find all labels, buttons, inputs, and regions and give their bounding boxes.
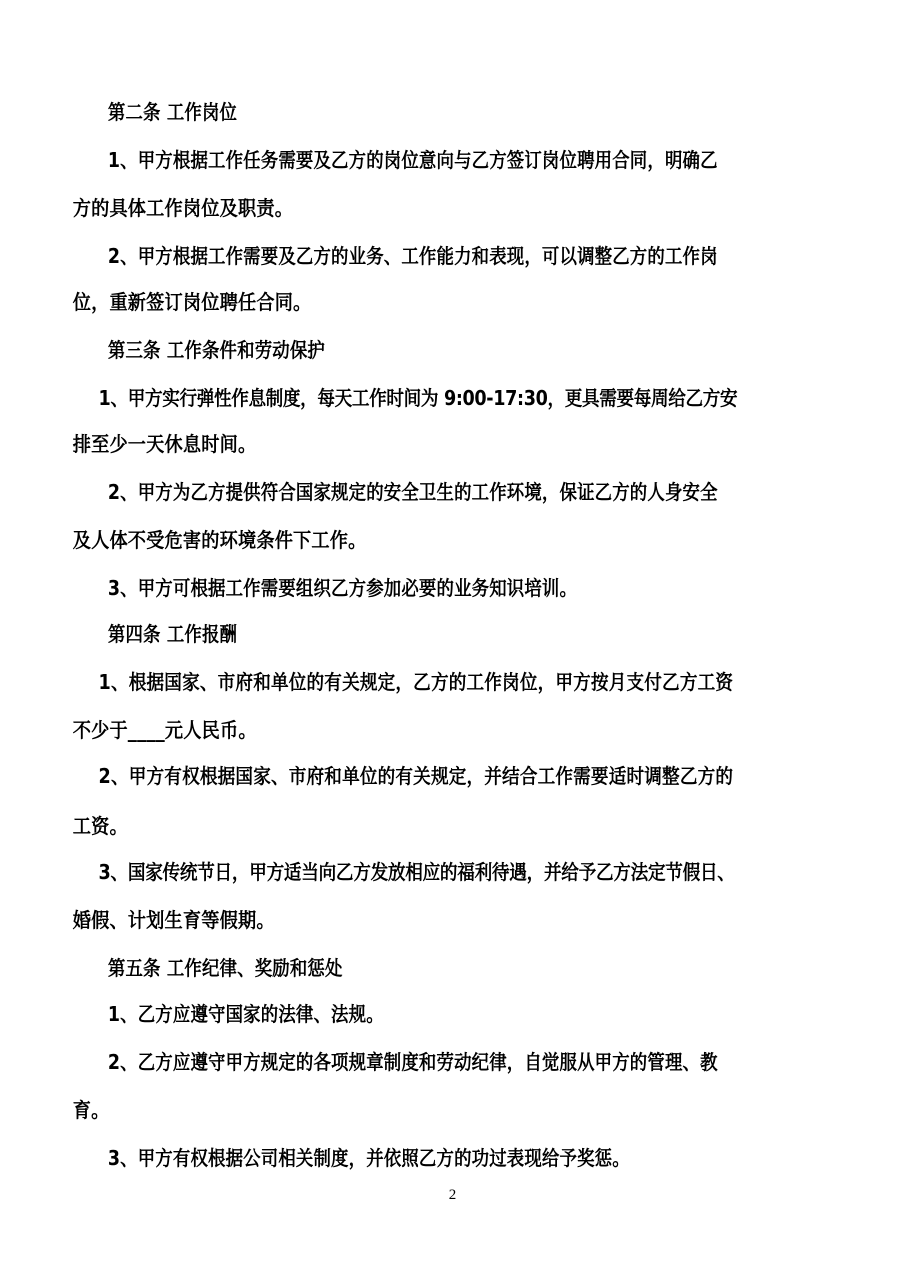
paragraph-line: 1、甲方实行弹性作息制度，每天工作时间为 9:00-17:30，更具需要每周给乙方安 bbox=[98, 386, 738, 410]
paragraph-line: 1、甲方根据工作任务需要及乙方的岗位意向与乙方签订岗位聘用合同，明确乙 bbox=[107, 148, 718, 172]
paragraph-line: 婚假、计划生育等假期。 bbox=[72, 908, 275, 932]
paragraph-line: 2、甲方为乙方提供符合国家规定的安全卫生的工作环境，保证乙方的人身安全 bbox=[107, 480, 718, 504]
paragraph-line: 及人体不受危害的环境条件下工作。 bbox=[72, 528, 367, 552]
paragraph-line: 1、乙方应遵守国家的法律、法规。 bbox=[107, 1002, 384, 1026]
paragraph-line: 3、甲方有权根据公司相关制度，并依照乙方的功过表现给予奖惩。 bbox=[107, 1146, 630, 1170]
paragraph-line: 工资。 bbox=[72, 814, 128, 838]
article-3-heading: 第三条 工作条件和劳动保护 bbox=[107, 338, 326, 362]
paragraph-line: 不少于____元人民币。 bbox=[72, 718, 257, 742]
paragraph-line: 2、甲方根据工作需要及乙方的业务、工作能力和表现，可以调整乙方的工作岗 bbox=[107, 244, 718, 268]
article-4-heading: 第四条 工作报酬 bbox=[107, 622, 238, 646]
paragraph-line: 1、根据国家、市府和单位的有关规定，乙方的工作岗位，甲方按月支付乙方工资 bbox=[98, 670, 734, 694]
paragraph-line: 3、国家传统节日，甲方适当向乙方发放相应的福利待遇，并给予乙方法定节假日、 bbox=[98, 860, 735, 884]
paragraph-line: 2、甲方有权根据国家、市府和单位的有关规定，并结合工作需要适时调整乙方的 bbox=[98, 764, 734, 788]
paragraph-line: 位，重新签订岗位聘任合同。 bbox=[72, 290, 312, 314]
paragraph-line: 方的具体工作岗位及职责。 bbox=[72, 196, 294, 220]
paragraph-line: 排至少一天休息时间。 bbox=[72, 432, 257, 456]
paragraph-line: 育。 bbox=[72, 1098, 110, 1122]
paragraph-line: 2、乙方应遵守甲方规定的各项规章制度和劳动纪律，自觉服从甲方的管理、教 bbox=[107, 1050, 718, 1074]
paragraph-line: 3、甲方可根据工作需要组织乙方参加必要的业务知识培训。 bbox=[107, 576, 578, 600]
article-5-heading: 第五条 工作纪律、奖励和惩处 bbox=[107, 956, 343, 980]
article-2-heading: 第二条 工作岗位 bbox=[107, 100, 238, 124]
page-number: 2 bbox=[448, 1187, 457, 1203]
